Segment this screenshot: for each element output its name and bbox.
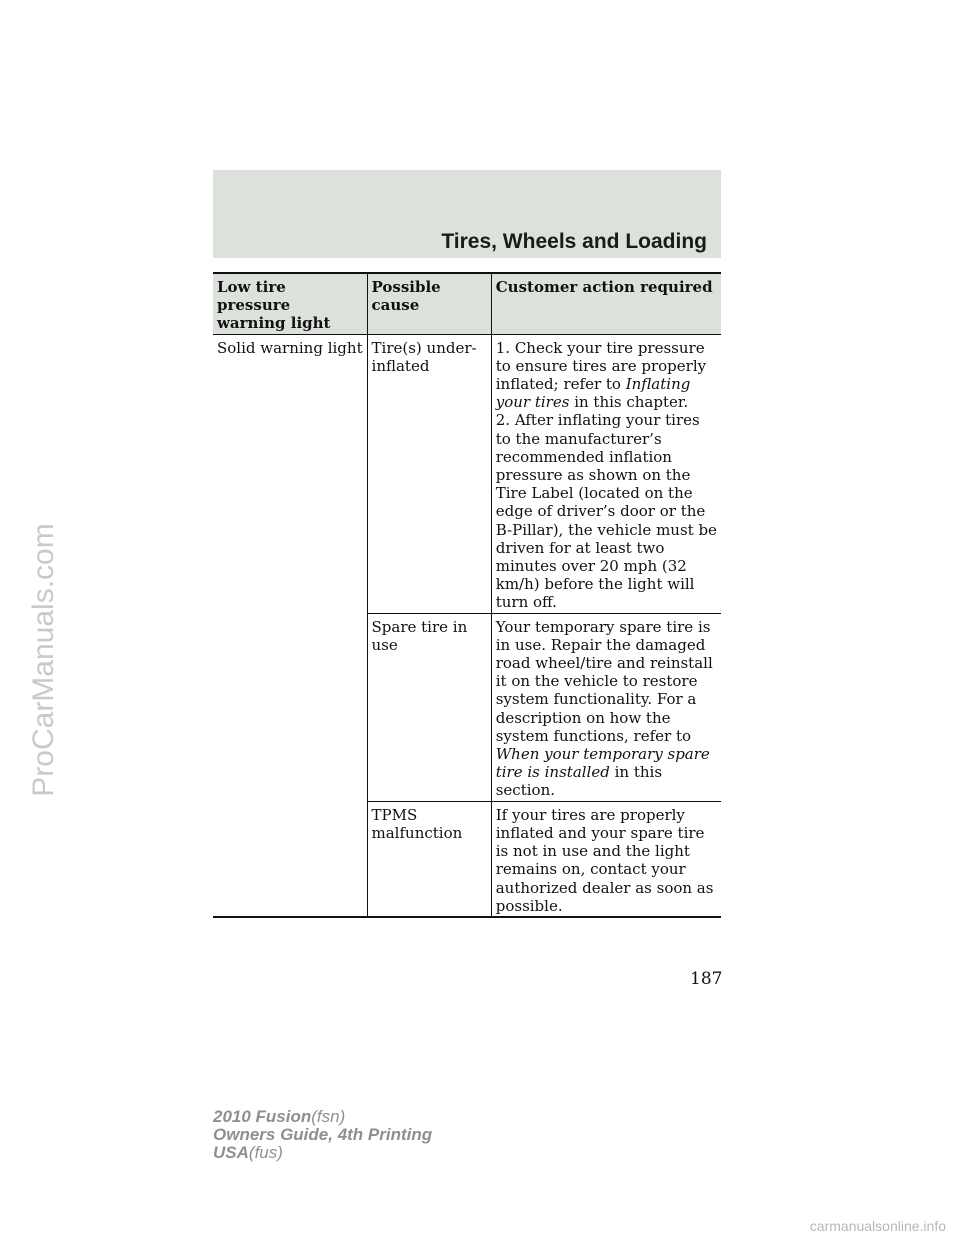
footer-model-line	[213, 1108, 432, 1126]
action-text: Your temporary spare tire is in use. Repair the damaged road wheel/tire and reinstall it on the vehicle to restore system functionality. For a description on how the system functions, refer to	[495, 617, 713, 745]
action-text: in this chapter.	[569, 393, 689, 412]
action-cell	[491, 613, 721, 801]
cause-cell: Spare tire in use	[367, 613, 491, 801]
cross-reference-text: When your temporary spare tire is installed	[495, 745, 710, 782]
corner-watermark: carmanualsonline.info	[809, 1218, 946, 1234]
table-row	[213, 334, 721, 613]
table-header-row	[213, 273, 721, 334]
action-cell	[491, 801, 721, 917]
tpms-warning-table	[213, 272, 721, 918]
cause-cell: TPMS malfunction	[367, 801, 491, 917]
section-title: Tires, Wheels and Loading	[441, 230, 707, 253]
action-cell	[491, 334, 721, 613]
footer-guide: Owners Guide, 4th Printing	[213, 1125, 433, 1144]
column-header-possible-cause: Possible cause	[367, 273, 491, 334]
side-watermark: ProCarManuals.com	[27, 523, 60, 797]
footer-model-code: (fsn)	[311, 1107, 346, 1126]
footer-guide-line	[213, 1126, 432, 1144]
action-text: in this section.	[495, 763, 663, 800]
document-footer	[213, 1108, 432, 1162]
column-header-customer-action: Customer action required	[491, 273, 721, 334]
footer-model: 2010 Fusion	[213, 1107, 312, 1126]
footer-market-line	[213, 1144, 432, 1162]
cross-reference-text: Inflating your tires	[495, 375, 691, 412]
action-text: 2. After inflating your tires to the manufacturer’s recommended inflation pressure as shown on the Tire Label (located on the edge of driver’s door or the B-Pillar), the vehicle must be driven for at least two minutes over 20 mph (32 km/h) before the light will turn off.	[495, 411, 717, 612]
column-header-warning-light: Low tire pressure warning light	[213, 273, 367, 334]
action-text: 1. Check your tire pressure to ensure tires are properly inflated; refer to	[495, 338, 707, 394]
action-text: If your tires are properly inflated and your spare tire is not in use and the light remains on, contact your authorized dealer as soon as possible.	[495, 805, 714, 915]
warning-light-cell: Solid warning light	[213, 334, 367, 917]
footer-market: USA	[213, 1143, 249, 1162]
section-header-band	[213, 170, 721, 258]
page-number: 187	[690, 969, 723, 989]
cause-cell: Tire(s) under-inflated	[367, 334, 491, 613]
footer-market-code: (fus)	[248, 1143, 283, 1162]
